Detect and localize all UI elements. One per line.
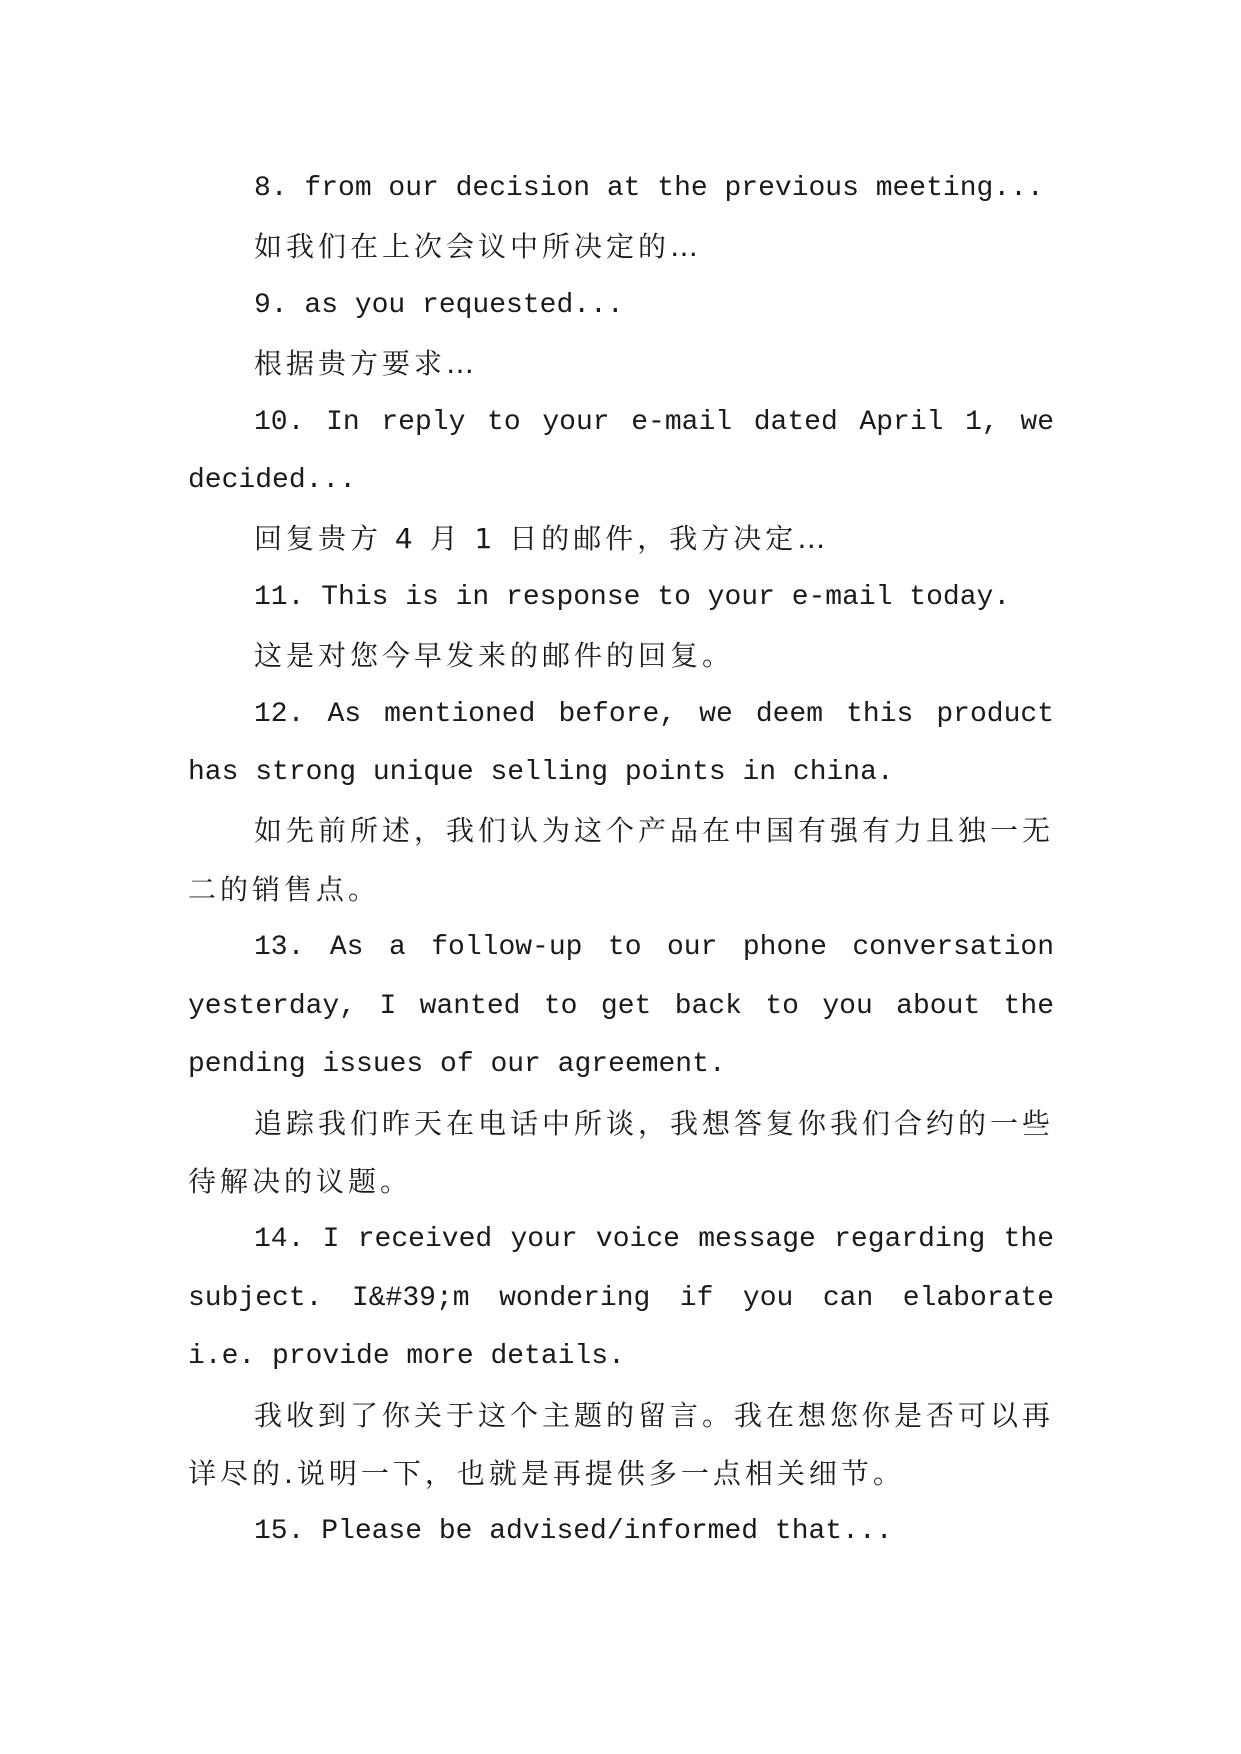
- paragraph-9-cn: 根据贵方要求…: [254, 347, 479, 381]
- paragraph-12-cn: 如先前所述，我们认为这个产品在中国有强有力且独一无二的销售点。: [188, 814, 1055, 906]
- paragraph-10-en: 10. In reply to your e-mail dated April 1, we decided...: [188, 406, 1054, 497]
- paragraph-13-en: 13. As a follow-up to our phone conversation yesterday, I wanted to get back to you about the pending issues of our agreement.: [188, 932, 1054, 1081]
- paragraph-14-en: 14. I received your voice message regarding the subject. I&#39;m wondering if you can elaborate i.e. provide more details.: [188, 1224, 1054, 1373]
- paragraph-14-cn: 我收到了你关于这个主题的留言。我在想您你是否可以再详尽的.说明一下，也就是再提供多一点相关细节。: [188, 1398, 1055, 1490]
- paragraph-13-cn: 追踪我们昨天在电话中所谈，我想答复你我们合约的一些待解决的议题。: [188, 1106, 1055, 1198]
- paragraph-11-cn: 这是对您今早发来的邮件的回复。: [254, 639, 735, 673]
- paragraph-12-en: 12. As mentioned before, we deem this product has strong unique selling points in china.: [188, 698, 1054, 789]
- paragraph-8-en: 8. from our decision at the previous meeting...: [254, 173, 1044, 204]
- paragraph-10-cn: 回复贵方 4 月 1 日的邮件，我方决定…: [254, 522, 830, 556]
- paragraph-15-en: 15. Please be advised/informed that...: [254, 1516, 893, 1548]
- paragraph-9-en: 9. as you requested...: [254, 289, 624, 321]
- paragraph-8-cn: 如我们在上次会议中所决定的…: [254, 230, 703, 264]
- paragraph-11-en: 11. This is in response to your e-mail today.: [254, 581, 1011, 613]
- document-body: [188, 160, 1054, 1562]
